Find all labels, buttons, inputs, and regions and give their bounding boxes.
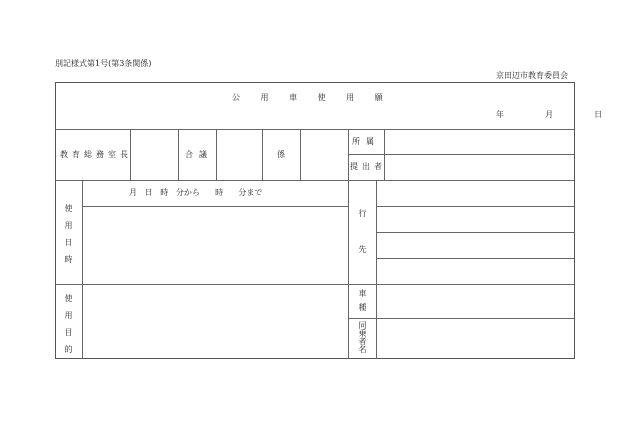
- submitter-field[interactable]: [385, 155, 575, 180]
- director-label: 教育総務室長: [60, 150, 132, 159]
- right-block-divider: [348, 129, 349, 359]
- date-line: 年 月 日: [496, 110, 603, 119]
- form-title: 公 用 車 使 用 願: [232, 93, 383, 102]
- purpose-field[interactable]: [83, 285, 348, 359]
- consultation-label: 合議: [185, 150, 213, 159]
- form-reference: 別記様式第1号(第3条関係): [55, 59, 152, 68]
- usage-datetime-field[interactable]: [83, 181, 348, 284]
- issuer-name: 京田辺市教育委員会: [496, 71, 568, 80]
- usage-datetime-label: 使用日時: [64, 204, 73, 272]
- usage-datetime-line: 月 日 時 分から 時 分まで: [129, 188, 263, 197]
- destination-field[interactable]: [377, 181, 575, 284]
- vehicle-type-label: 車種: [358, 289, 367, 317]
- purpose-label: 使用目的: [64, 294, 73, 362]
- destination-label: 行先: [358, 209, 367, 281]
- affiliation-field[interactable]: [385, 130, 575, 154]
- affiliation-label: 所属: [352, 137, 380, 146]
- vehicle-type-field[interactable]: [377, 285, 575, 318]
- passengers-label: 同乗者名: [358, 321, 367, 353]
- approval-col-4: [262, 129, 263, 180]
- staff-seal-box[interactable]: [301, 130, 348, 180]
- passengers-field[interactable]: [377, 319, 575, 359]
- staff-label: 係: [277, 150, 285, 159]
- submitter-label: 提出者: [350, 162, 386, 171]
- director-seal-box[interactable]: [131, 130, 178, 180]
- approval-col-2: [178, 129, 179, 180]
- consultation-seal-box[interactable]: [217, 130, 262, 180]
